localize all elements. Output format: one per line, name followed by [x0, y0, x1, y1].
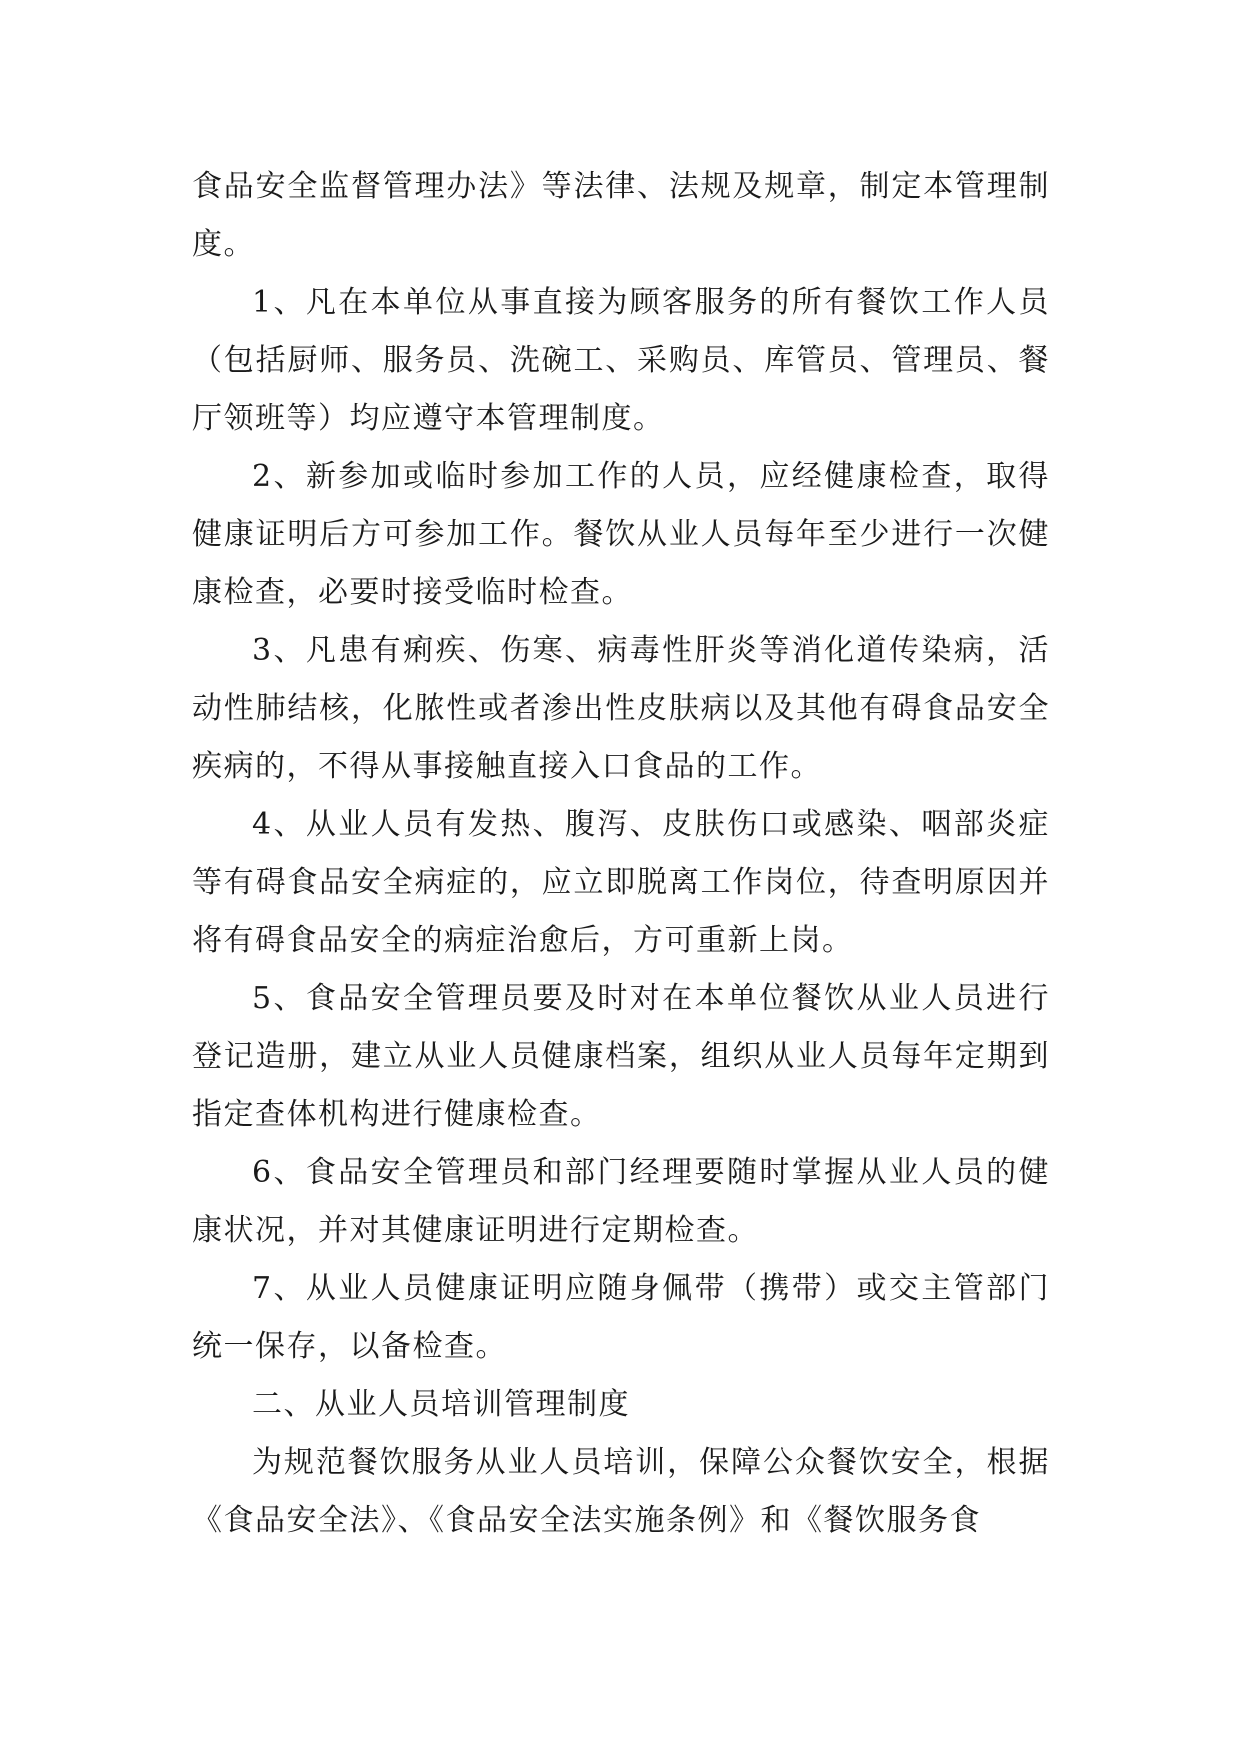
- paragraph-rule-1: 1、凡在本单位从事直接为顾客服务的所有餐饮工作人员（包括厨师、服务员、洗碗工、采购员、库管员、管理员、餐厅领班等）均应遵守本管理制度。: [192, 285, 1050, 436]
- document-body: [192, 158, 1050, 1550]
- paragraph-rule-6: 6、食品安全管理员和部门经理要随时掌握从业人员的健康状况，并对其健康证明进行定期检查。: [192, 1155, 1050, 1248]
- paragraph-intro-continuation: 食品安全监督管理办法》等法律、法规及规章，制定本管理制度。: [192, 169, 1050, 262]
- paragraph-rule-4: 4、从业人员有发热、腹泻、皮肤伤口或感染、咽部炎症等有碍食品安全病症的，应立即脱离工作岗位，待查明原因并将有碍食品安全的病症治愈后，方可重新上岗。: [192, 807, 1050, 958]
- paragraph-rule-3: 3、凡患有痢疾、伤寒、病毒性肝炎等消化道传染病，活动性肺结核，化脓性或者渗出性皮肤病以及其他有碍食品安全疾病的，不得从事接触直接入口食品的工作。: [192, 633, 1050, 784]
- paragraph-rule-2: 2、新参加或临时参加工作的人员，应经健康检查，取得健康证明后方可参加工作。餐饮从业人员每年至少进行一次健康检查，必要时接受临时检查。: [192, 459, 1050, 610]
- paragraph-rule-5: 5、食品安全管理员要及时对在本单位餐饮从业人员进行登记造册，建立从业人员健康档案，组织从业人员每年定期到指定查体机构进行健康检查。: [192, 981, 1050, 1132]
- paragraph-rule-7: 7、从业人员健康证明应随身佩带（携带）或交主管部门统一保存，以备检查。: [192, 1271, 1050, 1364]
- section-heading-training: 二、从业人员培训管理制度: [252, 1387, 630, 1422]
- paragraph-training-intro: 为规范餐饮服务从业人员培训，保障公众餐饮安全，根据《食品安全法》、《食品安全法实施条例》和《餐饮服务食: [192, 1445, 1050, 1538]
